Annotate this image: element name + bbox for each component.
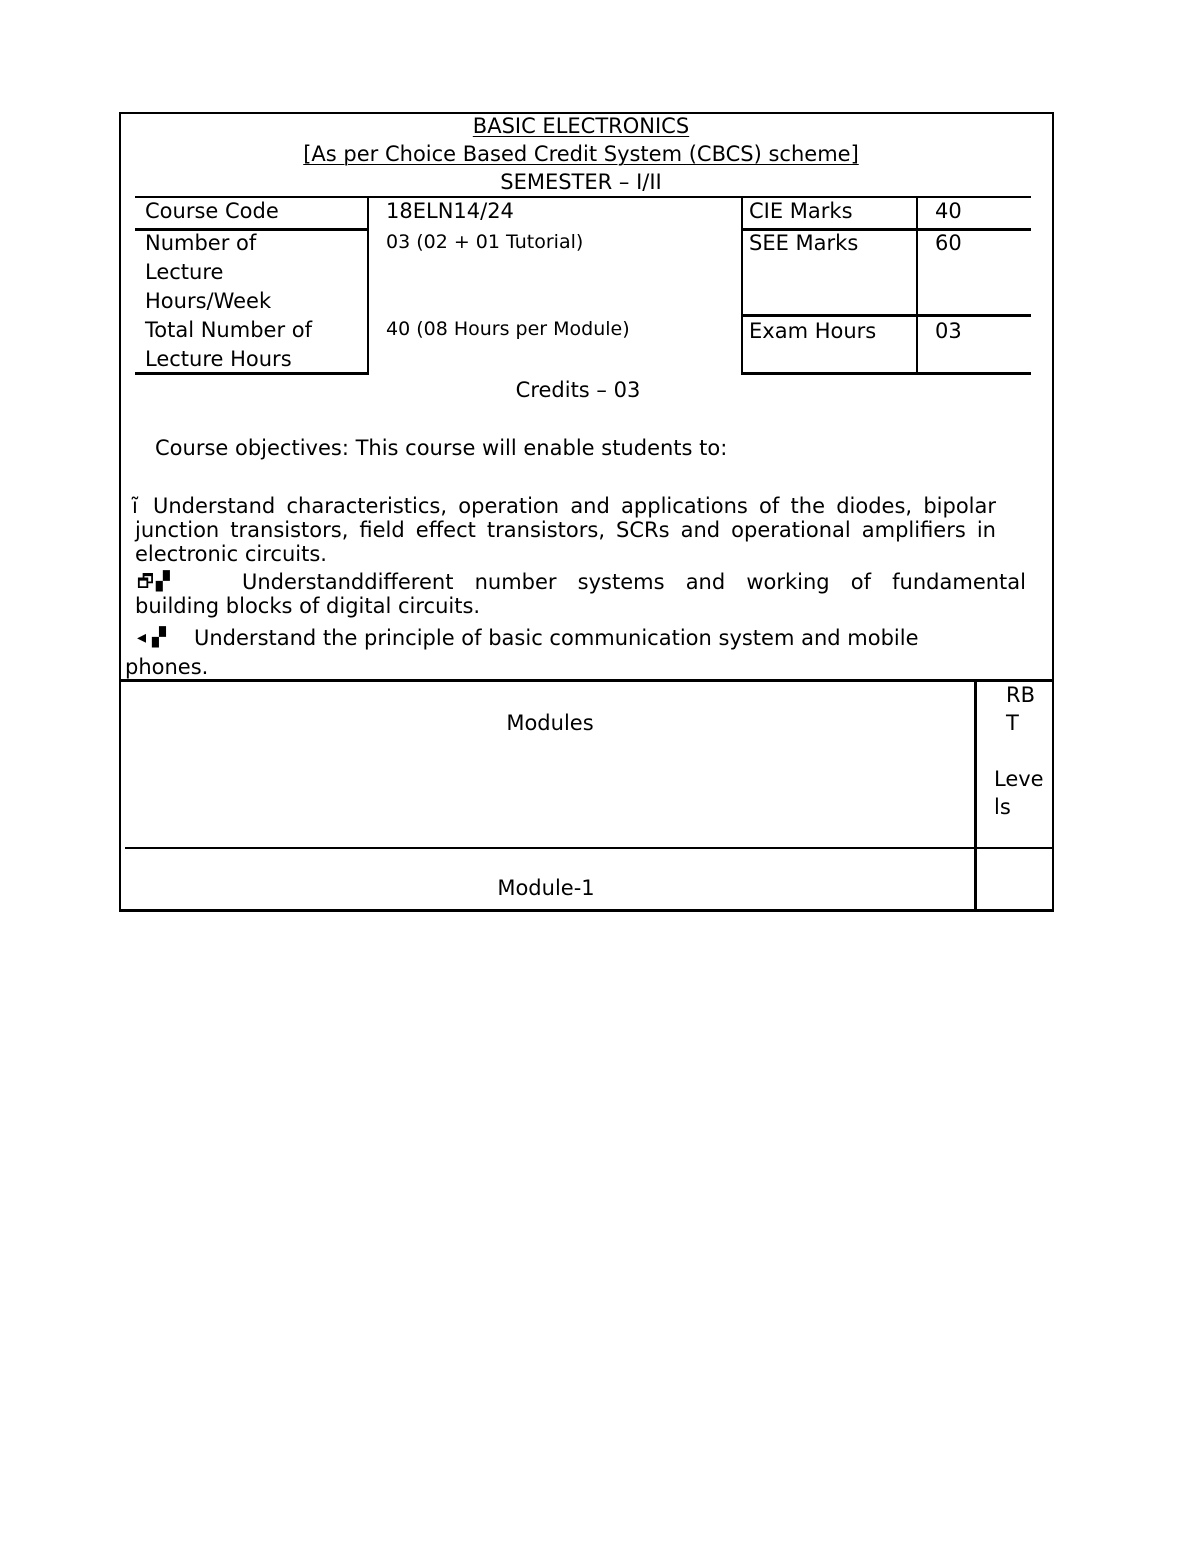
course-code-value: 18ELN14/24 <box>386 199 514 223</box>
modules-table-line <box>125 847 1054 849</box>
document-title: BASIC ELECTRONICS <box>472 114 690 138</box>
objective-text: Understanddifferent number systems and working of fundamental building blocks of digital circuits. <box>135 570 1026 618</box>
credits-label: Credits – 03 <box>515 378 641 402</box>
rbt-levels-header: ls <box>994 795 1011 819</box>
exam-hours-label: Exam Hours <box>749 319 877 343</box>
see-marks-value: 60 <box>935 231 962 255</box>
exam-hours-value: 03 <box>935 319 962 343</box>
objective-bullet-icon: 🗗▞ <box>137 571 172 592</box>
info-table-line <box>741 196 743 375</box>
info-table-line <box>916 196 918 375</box>
cie-marks-label: CIE Marks <box>749 199 853 223</box>
cie-marks-value: 40 <box>935 199 962 223</box>
modules-header: Modules <box>506 711 594 735</box>
objective-text: Understand the principle of basic communication system and mobile <box>194 626 919 650</box>
objective-bullet-icon: ◂▞ <box>137 627 172 648</box>
modules-table-line <box>119 679 1054 682</box>
objective-text: Understand characteristics, operation and applications of the diodes, bipolar junction transistors, field effect transistors, SCRs and operational amplifiers in electronic circuits. <box>135 494 996 566</box>
info-table-line <box>367 196 369 375</box>
lecture-hours-label: Lecture <box>145 260 224 284</box>
frame-right <box>1052 112 1054 912</box>
frame-bottom <box>119 909 1054 912</box>
scheme-subtitle: [As per Choice Based Credit System (CBCS) scheme] <box>303 142 859 166</box>
rbt-levels-header: T <box>1006 711 1019 735</box>
see-marks-label: SEE Marks <box>749 231 859 255</box>
total-hours-label: Total Number of <box>145 318 312 342</box>
semester-label: SEMESTER – I/II <box>500 170 662 194</box>
course-code-label: Course Code <box>145 199 279 223</box>
objective-bullet-icon: ĩ <box>132 494 138 518</box>
frame-left <box>119 112 121 912</box>
lecture-hours-label: Hours/Week <box>145 289 272 313</box>
rbt-levels-header: Leve <box>994 767 1044 791</box>
module-1-label: Module-1 <box>497 876 595 900</box>
objective-item <box>135 570 1026 618</box>
objective-item <box>135 494 996 566</box>
lecture-hours-label: Number of <box>145 231 257 255</box>
objective-text: phones. <box>125 655 209 679</box>
objectives-intro: Course objectives: This course will enable students to: <box>155 436 728 460</box>
lecture-hours-value: 03 (02 + 01 Tutorial) <box>386 231 584 253</box>
rbt-levels-header: RB <box>1006 683 1035 707</box>
info-table-line <box>741 372 1031 375</box>
total-hours-label: Lecture Hours <box>145 347 292 371</box>
total-hours-value: 40 (08 Hours per Module) <box>386 318 630 340</box>
